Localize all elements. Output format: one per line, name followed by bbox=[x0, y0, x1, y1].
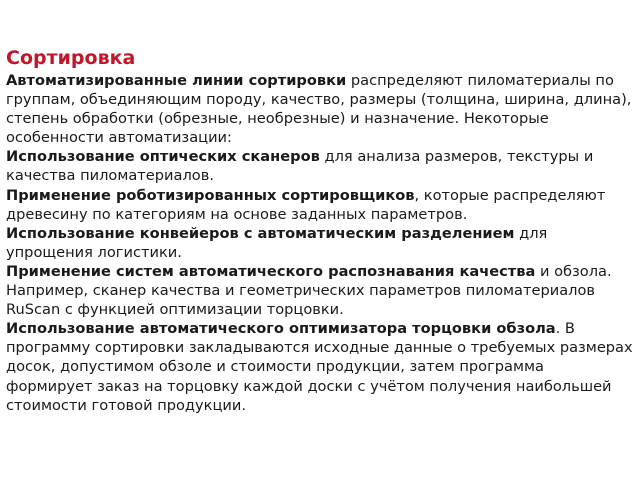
paragraph-text: для анализа размеров, текстуры и качества пиломатериалов. bbox=[6, 148, 594, 185]
slide-title: Сортировка bbox=[6, 47, 136, 69]
paragraph-bold-lead: Использование конвейеров с автоматическим разделением bbox=[6, 224, 515, 242]
paragraph-quality-recognition bbox=[6, 262, 634, 319]
paragraph-intro bbox=[6, 71, 634, 147]
paragraph-conveyors bbox=[6, 224, 634, 262]
slide-content bbox=[6, 46, 634, 415]
paragraph-bold-lead: Автоматизированные линии сортировки bbox=[6, 72, 347, 89]
paragraph-bold-lead: Применение систем автоматического распознавания качества bbox=[6, 262, 536, 280]
paragraph-optical-scanners bbox=[6, 147, 634, 185]
paragraph-robotic-sorters bbox=[6, 186, 634, 224]
paragraph-trim-optimizer bbox=[6, 319, 634, 414]
paragraph-bold-lead: Использование автоматического оптимизатора торцовки обзола bbox=[6, 320, 556, 338]
paragraph-bold-lead: Использование оптических сканеров bbox=[6, 148, 320, 166]
paragraph-text: . В программу сортировки закладываются исходные данные о требуемых размерах досок, допустимом обзоле и стоимости продукции, затем программа формирует заказ на торцовку каждой доски с учётом получения наибольшей стоимости готовой продукции. bbox=[6, 320, 633, 414]
paragraph-text: распределяют пиломатериалы по группам, объединяющим породу, качество, размеры (толщина, ширина, длина), степень обработки (обрезные, необрезные) и назначение. Некоторые особенности автоматизации: bbox=[6, 72, 632, 147]
paragraph-bold-lead: Применение роботизированных сортировщиков bbox=[6, 186, 415, 204]
paragraph-text: для упрощения логистики. bbox=[6, 224, 548, 261]
paragraph-text: и обзола. Например, сканер качества и геометрических параметров пиломатериалов RuScan с функцией оптимизации торцовки. bbox=[6, 262, 612, 319]
paragraph-text: , которые распределяют древесину по категориям на основе заданных параметров. bbox=[6, 186, 606, 223]
